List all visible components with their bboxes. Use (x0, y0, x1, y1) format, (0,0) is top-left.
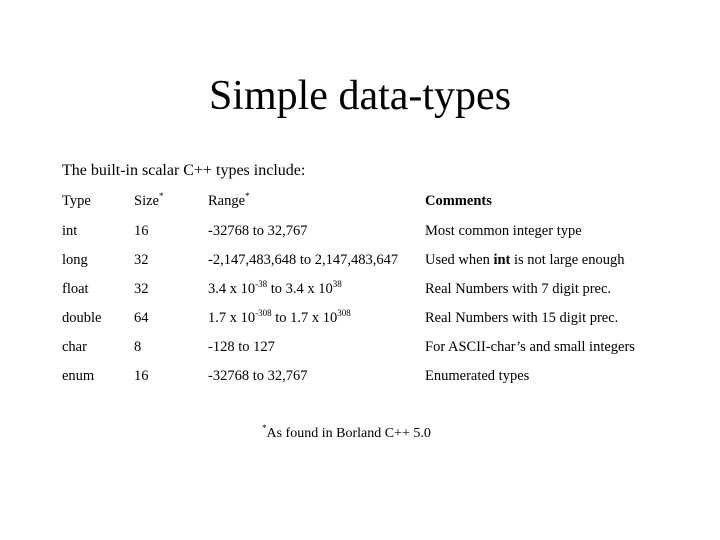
data-types-table (56, 186, 665, 391)
cell-comments: Real Numbers with 15 digit prec. (425, 310, 619, 326)
range-exp-low: -308 (255, 308, 272, 318)
intro-text: The built-in scalar C++ types include: (62, 162, 306, 179)
header-range-marker: * (245, 191, 250, 201)
cell-size: 32 (134, 281, 149, 297)
cell-size: 32 (134, 252, 149, 268)
comments-keyword: int (493, 252, 511, 268)
table-header-row (56, 186, 665, 217)
cell-comments: Most common integer type (425, 223, 582, 239)
range-base-high: to 1.7 x 10 (271, 310, 338, 326)
cell-type: char (62, 339, 87, 355)
footnote (262, 424, 431, 444)
table-row-float (56, 275, 665, 304)
range-exp-high: 308 (337, 308, 351, 318)
range-base-high: to 3.4 x 10 (267, 281, 333, 297)
header-size-label: Size (134, 193, 159, 209)
cell-size: 64 (134, 310, 149, 326)
header-range-label: Range (208, 193, 246, 209)
cell-type: int (62, 223, 78, 239)
cell-comments: Real Numbers with 7 digit prec. (425, 281, 612, 297)
comments-post: is not large enough (510, 252, 625, 268)
comments-pre: Used when (425, 252, 494, 268)
range-base-low: 1.7 x 10 (208, 310, 256, 326)
range-exp-low: -38 (255, 279, 268, 289)
table-row-char (56, 333, 665, 362)
cell-comments: For ASCII-char’s and small integers (425, 339, 635, 355)
header-type (56, 186, 128, 217)
table-row-int (56, 217, 665, 246)
cell-range: -2,147,483,648 to 2,147,483,647 (208, 252, 399, 268)
cell-comments (419, 246, 665, 275)
table-row-long (56, 246, 665, 275)
cell-type: enum (62, 368, 95, 384)
table-row-enum (56, 362, 665, 391)
cell-range: -32768 to 32,767 (208, 368, 308, 384)
cell-range: -32768 to 32,767 (208, 223, 308, 239)
cell-size: 16 (134, 368, 149, 384)
cell-type: double (62, 310, 102, 326)
cell-type: float (62, 281, 89, 297)
cell-size: 16 (134, 223, 149, 239)
cell-range (202, 304, 419, 333)
header-comments (419, 186, 665, 217)
header-size-marker: * (158, 191, 164, 201)
footnote-marker: * (262, 423, 267, 433)
cell-type: long (62, 252, 88, 268)
header-comments-label: Comments (425, 193, 492, 209)
range-exp-high: 38 (332, 279, 342, 289)
cell-comments: Enumerated types (425, 368, 530, 384)
header-size (128, 186, 202, 217)
cell-size: 8 (134, 339, 142, 355)
cell-range (202, 275, 419, 304)
table-row-double (56, 304, 665, 333)
footnote-text: As found in Borland C++ 5.0 (266, 426, 431, 441)
header-type-label: Type (62, 193, 91, 209)
slide-title: Simple data-types (208, 73, 512, 119)
cell-range: -128 to 127 (208, 339, 275, 355)
header-range (202, 186, 419, 217)
range-base-low: 3.4 x 10 (208, 281, 256, 297)
